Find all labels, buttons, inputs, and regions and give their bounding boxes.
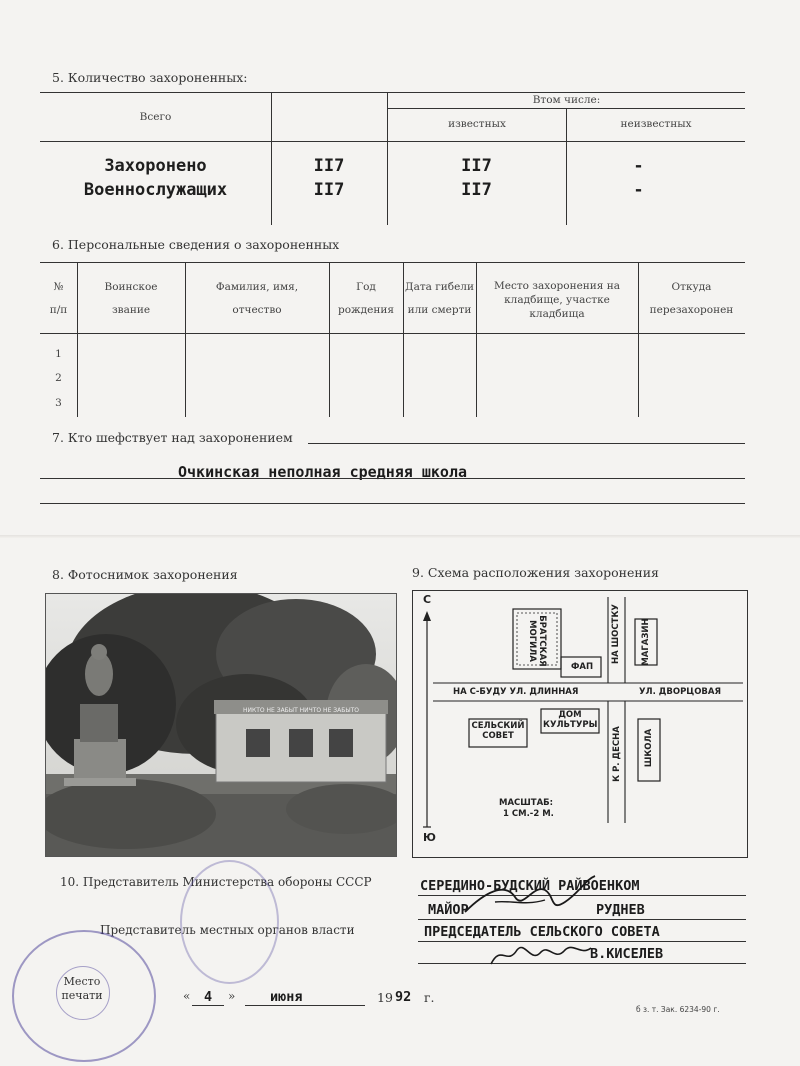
culture-house-label: ДОМ КУЛЬТУРЫ: [543, 710, 598, 730]
date-year-prefix: 19: [377, 990, 393, 1005]
mass-grave-label: БРАТСКАЯ МОГИЛА: [527, 615, 547, 667]
date-month: июня: [270, 989, 303, 1005]
section5-title: 5. Количество захороненных:: [52, 70, 248, 85]
header-from-2: перезахоронен: [649, 304, 734, 316]
major-name-text: РУДНЕВ: [596, 902, 645, 918]
header-name-2: отчество: [232, 304, 282, 316]
school-label: ШКОЛА: [644, 728, 654, 768]
south-label: Ю: [423, 831, 436, 844]
chairman-signature: [485, 938, 595, 972]
photo-banner-text: НИКТО НЕ ЗАБЫТ НИЧТО НЕ ЗАБЫТО: [242, 707, 360, 714]
date-open-quote: «: [183, 989, 191, 1003]
stamp-place-label: Место печати: [61, 975, 103, 1002]
header-known: известных: [448, 118, 506, 130]
major-signature: [455, 872, 605, 922]
row-buried-unknown: -: [633, 156, 644, 176]
burial-photo: [45, 593, 397, 857]
header-total: Всего: [139, 111, 172, 123]
major-rank-text: МАЙОР: [428, 902, 469, 918]
header-rank-2: звание: [111, 304, 151, 316]
header-year-2: рождения: [337, 304, 394, 316]
row-buried-known: II7: [461, 156, 492, 176]
local-authority-title: Представитель местных органов власти: [100, 923, 355, 937]
row-servicemen-label: Военнослужащих: [83, 180, 228, 200]
header-name-1: Фамилия, имя,: [215, 281, 299, 293]
header-death-2: или смерти: [407, 304, 472, 316]
north-label: С: [423, 593, 432, 606]
header-unknown: неизвестных: [620, 118, 692, 130]
street-main-label: НА С-БУДУ УЛ. ДЛИННАЯ: [453, 687, 579, 697]
section7-title: 7. Кто шефствует над захоронением: [52, 430, 293, 445]
chairman-name-text: В.КИСЕЛЕВ: [590, 946, 664, 962]
header-num-2: п/п: [49, 304, 68, 316]
mod-representative-title: 10. Представитель Министерства обороны СССР: [60, 875, 372, 889]
fap-label: ФАП: [570, 662, 594, 672]
secondary-seal-stamp: [180, 860, 279, 984]
date-close-quote: »: [228, 989, 236, 1003]
date-day: 4: [204, 989, 213, 1005]
row-number: 3: [55, 397, 62, 409]
header-year-1: Год: [356, 281, 376, 293]
row-buried-total: II7: [313, 156, 345, 176]
header-from-1: Откуда: [671, 281, 712, 293]
header-rank-1: Воинское: [104, 281, 158, 293]
header-burial-place: Место захоронения на кладбище, участке кладбища: [493, 280, 620, 321]
row-buried-label: Захоронено: [104, 156, 207, 176]
scale-label: МАСШТАБ:: [499, 798, 554, 808]
row-servicemen-known: II7: [461, 180, 492, 200]
military-commissariat-text: СЕРЕДИНО-БУДСКИЙ РАЙВОЕНКОМ: [420, 878, 640, 894]
row-number: 1: [55, 348, 62, 360]
section9-title: 9. Схема расположения захоронения: [412, 565, 659, 580]
council-chairman-text: ПРЕДСЕДАТЕЛЬ СЕЛЬСКОГО СОВЕТА: [424, 924, 660, 940]
header-num-1: №: [53, 281, 64, 293]
street-palace-label: УЛ. ДВОРЦОВАЯ: [639, 687, 722, 697]
printer-mark: б з. т. Зак. 6234-90 г.: [636, 1005, 720, 1014]
street-desna-label: К Р. ДЕСНА: [612, 726, 622, 782]
row-servicemen-total: II7: [313, 180, 345, 200]
row-servicemen-unknown: -: [633, 180, 644, 200]
date-year-suffix: г.: [424, 990, 435, 1005]
location-scheme: [412, 590, 748, 858]
section6-title: 6. Персональные сведения о захороненных: [52, 237, 340, 252]
patron-value: Очкинская неполная средняя школа: [178, 463, 467, 481]
header-death-1: Дата гибели: [405, 281, 474, 293]
scale-value: 1 СМ.-2 М.: [503, 809, 554, 819]
header-including: Втом числе:: [532, 94, 601, 106]
street-shostka-label: НА ШОСТКУ: [611, 604, 621, 664]
section8-title: 8. Фотоснимок захоронения: [52, 567, 238, 582]
council-label: СЕЛЬСКИЙ СОВЕТ: [471, 721, 525, 741]
date-year: 92: [395, 989, 412, 1005]
row-number: 2: [55, 372, 62, 384]
shops-label: МАГАЗИН: [641, 618, 651, 666]
